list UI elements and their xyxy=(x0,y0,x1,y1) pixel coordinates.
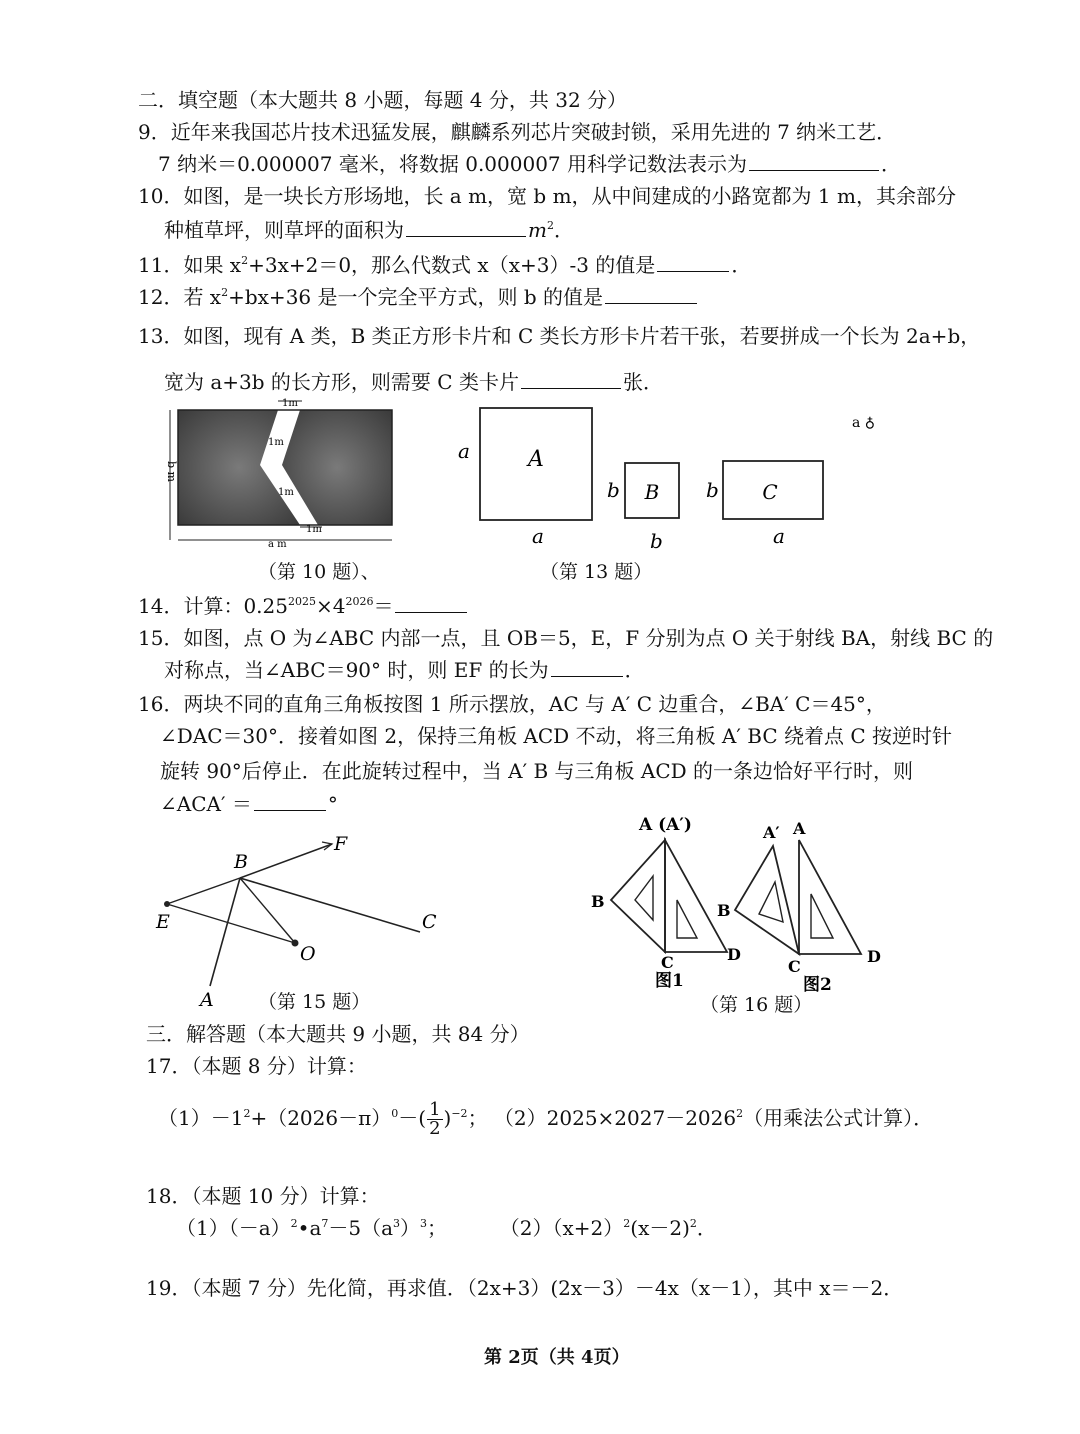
inner-triangle-2b xyxy=(811,894,833,938)
lawn-right xyxy=(282,410,392,525)
ray-ba xyxy=(210,878,240,986)
q11-pre: 11．如果 x xyxy=(138,253,242,277)
q16-line2: ∠DAC＝30°．接着如图 2，保持三角板 ACD 不动，将三角板 A′ BC 绕着点 C 按逆时针 xyxy=(160,724,953,748)
q12-line xyxy=(138,283,699,311)
q19-line: 19．（本题 7 分）先化简，再求值．（2x+3）(2x－3）－4x（x－1），其中 x＝－2． xyxy=(146,1276,904,1300)
card-b-side-left: b xyxy=(607,478,620,502)
q16-line3: 旋转 90°后停止．在此旋转过程中，当 A′ B 与三角板 ACD 的一条边恰好平行时，则 xyxy=(160,759,914,783)
label-1m-top: 1m xyxy=(282,398,298,409)
figure-13 xyxy=(450,400,900,555)
card-a-side-left: a xyxy=(458,439,470,463)
q17-p1-end: ； xyxy=(467,1106,488,1130)
q12-pre: 12．若 x xyxy=(138,285,222,309)
q9-end: ． xyxy=(881,152,902,176)
label-e: E xyxy=(156,911,170,933)
q13-end: 张． xyxy=(622,370,663,394)
point-e xyxy=(164,901,170,907)
q16-line4 xyxy=(160,790,338,818)
triangle-a-prime-bc-fig2 xyxy=(735,846,799,954)
q16-line1: 16．两块不同的直角三角板按图 1 所示摆放，AC 与 A′ C 边重合，∠BA′ C＝45°， xyxy=(138,692,886,716)
q14-mid: ×4 xyxy=(315,594,346,618)
q9-text: 7 纳米＝0.000007 毫米，将数据 0.000007 用科学记数法表示为 xyxy=(158,152,748,176)
q17-p1-mid: +（2026－π） xyxy=(250,1106,392,1130)
label-f: F xyxy=(334,833,348,855)
lawn-left xyxy=(178,410,300,525)
q18-p1-close: ） xyxy=(400,1216,421,1240)
figure-15 xyxy=(150,828,450,1013)
q18-p1-pre: （1）（－a） xyxy=(176,1216,291,1240)
q14-end: ＝ xyxy=(373,594,394,618)
q9-line2 xyxy=(158,150,901,178)
q18-p2-mid: (x－2) xyxy=(630,1216,690,1240)
segment-be xyxy=(167,878,240,904)
triangle-acd-fig2 xyxy=(799,840,861,954)
q12-answer-blank[interactable] xyxy=(605,283,697,304)
q17-p1-exp-neg: −2 xyxy=(451,1107,468,1120)
label-d-fig1: D xyxy=(727,945,741,964)
point-o xyxy=(292,940,299,947)
label-b-fig2: B xyxy=(717,901,731,920)
q17-p1-pre: （1）－1 xyxy=(158,1106,244,1130)
page-footer: 第 2页（共 4页） xyxy=(484,1347,630,1368)
q18-p2-exp1: 2 xyxy=(623,1217,631,1230)
label-o: O xyxy=(300,943,316,965)
q15-text: 对称点，当∠ABC＝90° 时，则 EF 的长为 xyxy=(164,658,549,682)
q17-title: 17．（本题 8 分）计算： xyxy=(146,1054,367,1078)
label-a-m: a m xyxy=(268,539,287,550)
q17-p1-close: ) xyxy=(443,1106,452,1130)
q11-end: ． xyxy=(731,253,752,277)
q17-p2-end: （用乘法公式计算）． xyxy=(743,1106,934,1130)
q16-answer-blank[interactable] xyxy=(254,790,326,811)
q10-answer-blank[interactable] xyxy=(406,216,526,237)
label-a-prime-fig2: A′ xyxy=(763,823,780,842)
q18-p2-exp2: 2 xyxy=(689,1217,697,1230)
q9-line1: 9．近年来我国芯片技术迅猛发展，麒麟系列芯片突破封锁，采用先进的 7 纳米工艺． xyxy=(138,120,897,144)
q18-p1-mid2: －5（a xyxy=(328,1216,394,1240)
label-1m-mid1: 1m xyxy=(268,437,284,448)
q14-pre: 14．计算：0.25 xyxy=(138,594,288,618)
figure-16-2 xyxy=(717,819,881,995)
q16-text: ∠ACA′ ＝ xyxy=(160,792,252,816)
label-b-fig1: B xyxy=(591,892,605,911)
q18-p1-exp2: 7 xyxy=(321,1217,329,1230)
figure-10 xyxy=(160,395,405,550)
label-b-m: b m xyxy=(165,461,178,482)
card-c-label: C xyxy=(762,480,778,504)
label-d-fig2: D xyxy=(867,947,881,966)
q18-p1-mid: •a xyxy=(297,1216,322,1240)
q18-p2-pre: （2）（x+2） xyxy=(499,1216,624,1240)
q11-mid: +3x+2＝0，那么代数式 x（x+3）-3 的值是 xyxy=(248,253,656,277)
q13-answer-blank[interactable] xyxy=(521,368,621,389)
q18-p2-end: ． xyxy=(696,1216,717,1240)
fig16-caption: （第 16 题） xyxy=(700,994,813,1016)
fraction-one-half xyxy=(427,1101,442,1138)
label-1m-mid2: 1m xyxy=(278,487,294,498)
card-b-label: B xyxy=(644,480,660,504)
q10-line2 xyxy=(164,216,574,244)
q15-line1: 15．如图，点 O 为∠ABC 内部一点，且 OB＝5，E，F 分别为点 O 关于射线 BA，射线 BC 的 xyxy=(138,626,994,650)
q18-title: 18．（本题 10 分）计算： xyxy=(146,1184,380,1208)
ray-bc xyxy=(240,878,420,932)
q14-exp2: 2026 xyxy=(345,595,374,608)
q10-text: 种植草坪，则草坪的面积为 xyxy=(164,218,404,242)
q11-line xyxy=(138,251,751,279)
card-a-side-bottom: a xyxy=(532,524,544,548)
q17-p1-minus: －( xyxy=(398,1106,427,1130)
label-c-fig2: C xyxy=(788,957,801,976)
inner-triangle-1a xyxy=(635,876,653,920)
label-c-fig1: C xyxy=(661,953,674,972)
label-a-fig2: A xyxy=(793,819,806,838)
q15-line2 xyxy=(164,656,645,684)
q18-parts xyxy=(176,1214,717,1242)
inner-triangle-2a xyxy=(759,882,783,922)
q11-answer-blank[interactable] xyxy=(657,251,729,272)
fraction-numerator: 1 xyxy=(429,1099,441,1120)
label-c: C xyxy=(422,911,437,933)
card-c-side-left: b xyxy=(706,478,719,502)
fraction-denominator: 2 xyxy=(429,1118,441,1139)
q12-exp: 2 xyxy=(221,286,229,299)
q15-end: ． xyxy=(624,658,645,682)
section3-header: 三．解答题（本大题共 9 小题，共 84 分） xyxy=(146,1022,530,1046)
q17-p1-exp: 2 xyxy=(243,1107,251,1120)
fig13-caption: （第 13 题） xyxy=(540,561,653,583)
label-a: A xyxy=(200,989,214,1011)
q11-exp: 2 xyxy=(241,254,249,267)
q17-p2-pre: （2）2025×2027－2026 xyxy=(493,1106,737,1130)
fig16-1-label: 图1 xyxy=(655,971,684,991)
q10-end: ． xyxy=(553,218,574,242)
q18-p1-exp1: 2 xyxy=(290,1217,298,1230)
q15-answer-blank[interactable] xyxy=(551,656,623,677)
label-1m-bottom: 1m xyxy=(306,524,322,535)
inner-triangle-1b xyxy=(677,900,697,938)
figure-16 xyxy=(585,812,895,997)
q10-unit-exp: 2 xyxy=(546,219,554,232)
label-a-a-prime: A (A′) xyxy=(639,815,692,835)
q17-parts xyxy=(158,1098,933,1138)
label-b: B xyxy=(234,851,248,873)
fig15-caption: （第 15 题） xyxy=(258,991,371,1013)
q13-line2 xyxy=(164,368,663,396)
card-b-side-bottom: b xyxy=(650,529,663,553)
q13-line1: 13．如图，现有 A 类，B 类正方形卡片和 C 类长方形卡片若干张，若要拼成一个长为 2a+b， xyxy=(138,324,981,348)
stray-mark: a ♁ xyxy=(852,415,876,431)
ray-bf xyxy=(240,844,332,878)
q18-p1-end: ； xyxy=(427,1216,448,1240)
q16-end: ° xyxy=(327,792,338,816)
section2-header: 二．填空题（本大题共 8 小题，每题 4 分，共 32 分） xyxy=(138,88,628,112)
fig10-caption: （第 10 题）、 xyxy=(258,561,380,583)
q10-unit: m xyxy=(528,218,547,242)
segment-bo xyxy=(240,878,295,943)
q12-mid: +bx+36 是一个完全平方式，则 b 的值是 xyxy=(228,285,604,309)
card-a-label: A xyxy=(528,447,544,472)
card-c-side-bottom: a xyxy=(773,524,785,548)
q10-line1: 10．如图，是一块长方形场地，长 a m，宽 b m，从中间建成的小路宽都为 1 m，其余部分 xyxy=(138,184,956,208)
q17-p2-exp: 2 xyxy=(736,1107,744,1120)
q18-p1-exp4: 3 xyxy=(420,1217,428,1230)
fig16-2-label: 图2 xyxy=(803,975,832,995)
q14-exp1: 2025 xyxy=(287,595,316,608)
q14-answer-blank[interactable] xyxy=(395,592,467,613)
q14-line xyxy=(138,592,469,620)
q13-text: 宽为 a+3b 的长方形，则需要 C 类卡片 xyxy=(164,370,519,394)
q18-p1-exp3: 3 xyxy=(393,1217,401,1230)
q17-p1-exp0: 0 xyxy=(391,1107,399,1120)
q9-answer-blank[interactable] xyxy=(749,150,879,171)
